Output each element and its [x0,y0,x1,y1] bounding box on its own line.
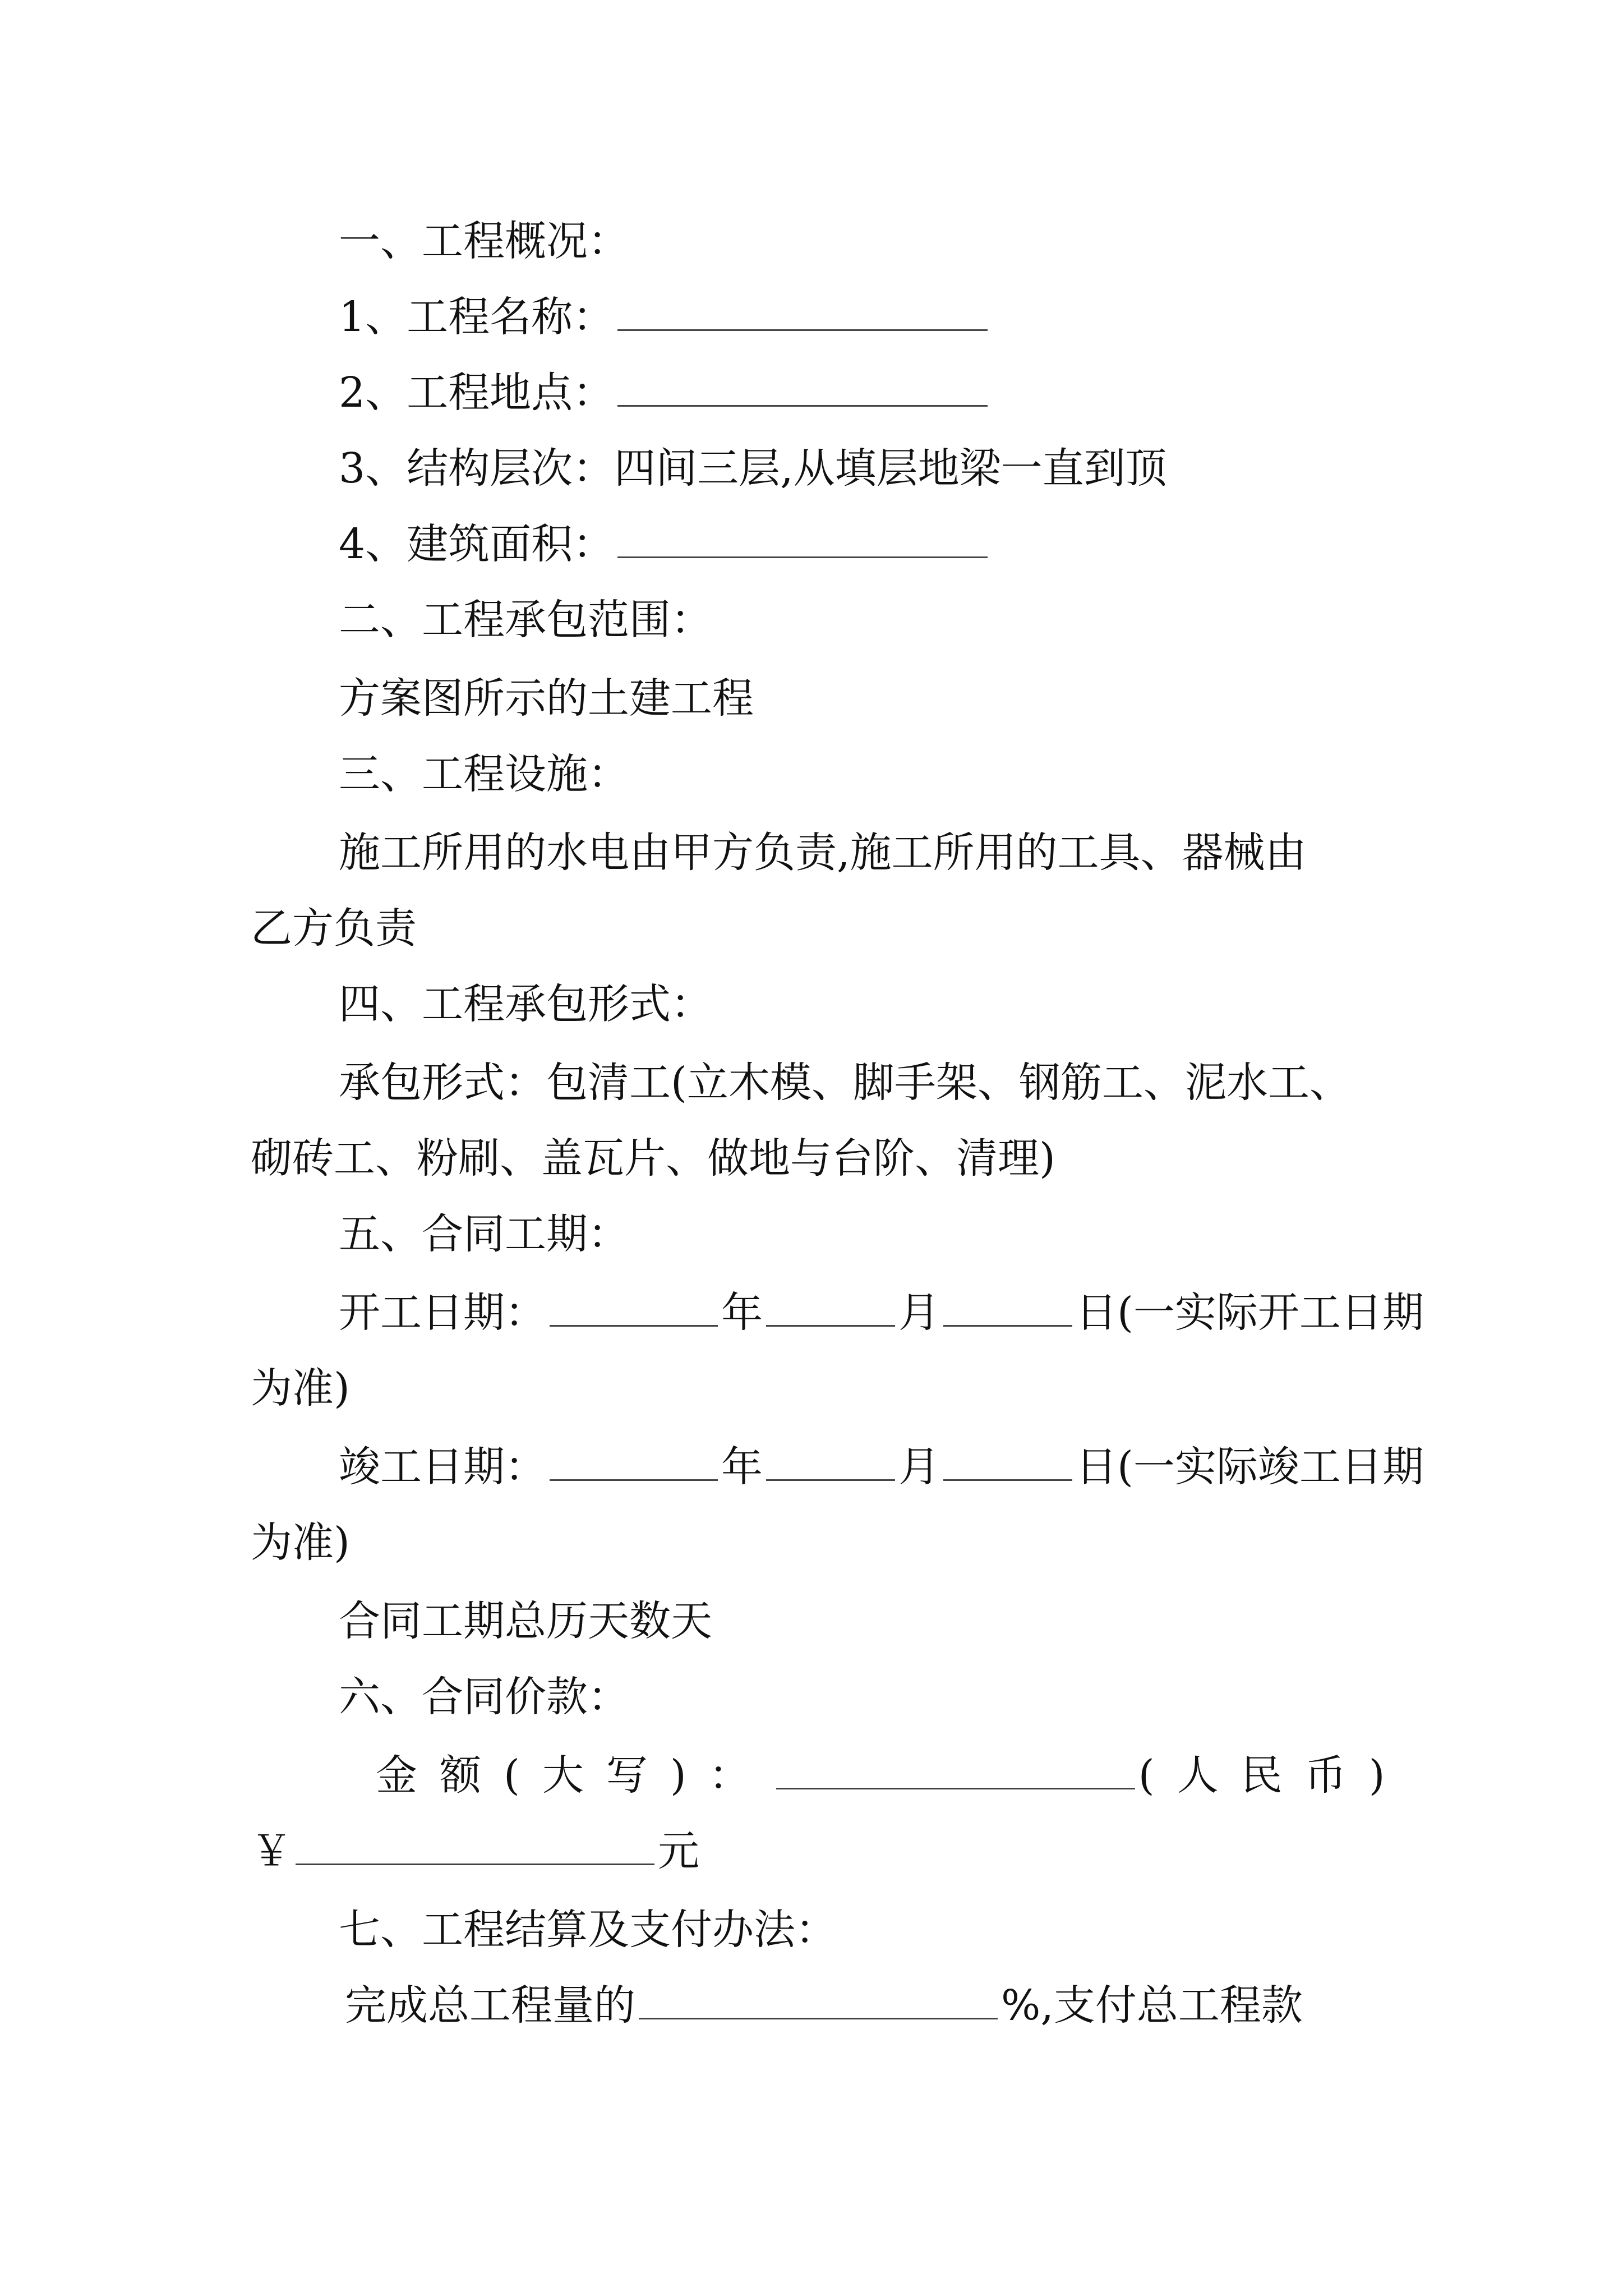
section-2-text: 方案图所示的土建工程 [339,674,754,723]
amount-label: 金额(大写)： [376,1751,773,1800]
finish-year-blank [550,1438,718,1481]
yen-symbol: ￥ [251,1827,292,1875]
start-date-row [339,1282,1424,1343]
section-4-text-2: 砌砖工、粉刷、盖瓦片、做地与台阶、清理) [251,1134,1055,1182]
finish-month-blank [766,1438,895,1481]
section-6-heading: 六、合同价款： [339,1673,629,1721]
project-name-blank [617,288,988,331]
start-year-blank [550,1283,718,1327]
payment-percent-blank [639,1976,998,2019]
payment-text-pre: 完成总工程量的 [345,1981,635,2030]
section-3-text-2: 乙方负责 [251,904,417,953]
total-days-line: 合同工期总历天数天 [339,1597,712,1645]
project-name-row [339,286,991,348]
start-day-blank [943,1283,1072,1327]
yen-row [251,1820,699,1882]
project-name-label: 1、工程名称： [339,293,615,341]
finish-date-row [339,1436,1424,1498]
yuan-label: 元 [658,1827,699,1875]
start-day-label: 日(一实际开工日期 [1076,1289,1424,1337]
floor-area-blank [617,515,988,558]
yen-amount-blank [296,1822,654,1865]
payment-text-post: %,支付总工程款 [1001,1981,1303,2030]
floor-area-label: 4、建筑面积： [339,520,615,568]
section-3-heading: 三、工程设施： [339,750,629,798]
project-location-blank [617,364,988,407]
finish-day-blank [943,1438,1072,1481]
start-month-blank [766,1283,895,1327]
amount-row [376,1745,1408,1806]
project-location-row [339,362,991,424]
section-4-heading: 四、工程承包形式： [339,980,712,1028]
floor-area-row [339,513,991,575]
structure-line: 3、结构层次：四间三层,从填层地梁一直到顶 [339,444,1167,493]
finish-year-label: 年 [721,1443,763,1491]
section-7-heading: 七、工程结算及支付办法： [339,1906,837,1954]
start-date-tail: 为准) [251,1364,350,1412]
finish-date-tail: 为准) [251,1519,350,1567]
start-date-label: 开工日期： [339,1289,546,1337]
finish-month-label: 月 [898,1443,940,1491]
amount-words-blank [776,1746,1135,1789]
section-4-text-1: 承包形式：包清工(立木模、脚手架、钢筋工、泥水工、 [339,1059,1351,1107]
start-month-label: 月 [898,1289,940,1337]
section-5-heading: 五、合同工期： [339,1210,629,1258]
rmb-label: (人民币) [1138,1751,1408,1800]
start-year-label: 年 [721,1289,763,1337]
finish-day-label: 日(一实际竣工日期 [1076,1443,1424,1491]
project-location-label: 2、工程地点： [339,369,615,417]
section-2-heading: 二、工程承包范围： [339,596,712,644]
finish-date-label: 竣工日期： [339,1443,546,1491]
payment-row [345,1975,1303,2036]
section-3-text-1: 施工所用的水电由甲方负责,施工所用的工具、器械由 [339,829,1307,877]
section-1-heading: 一、工程概况： [339,217,629,265]
